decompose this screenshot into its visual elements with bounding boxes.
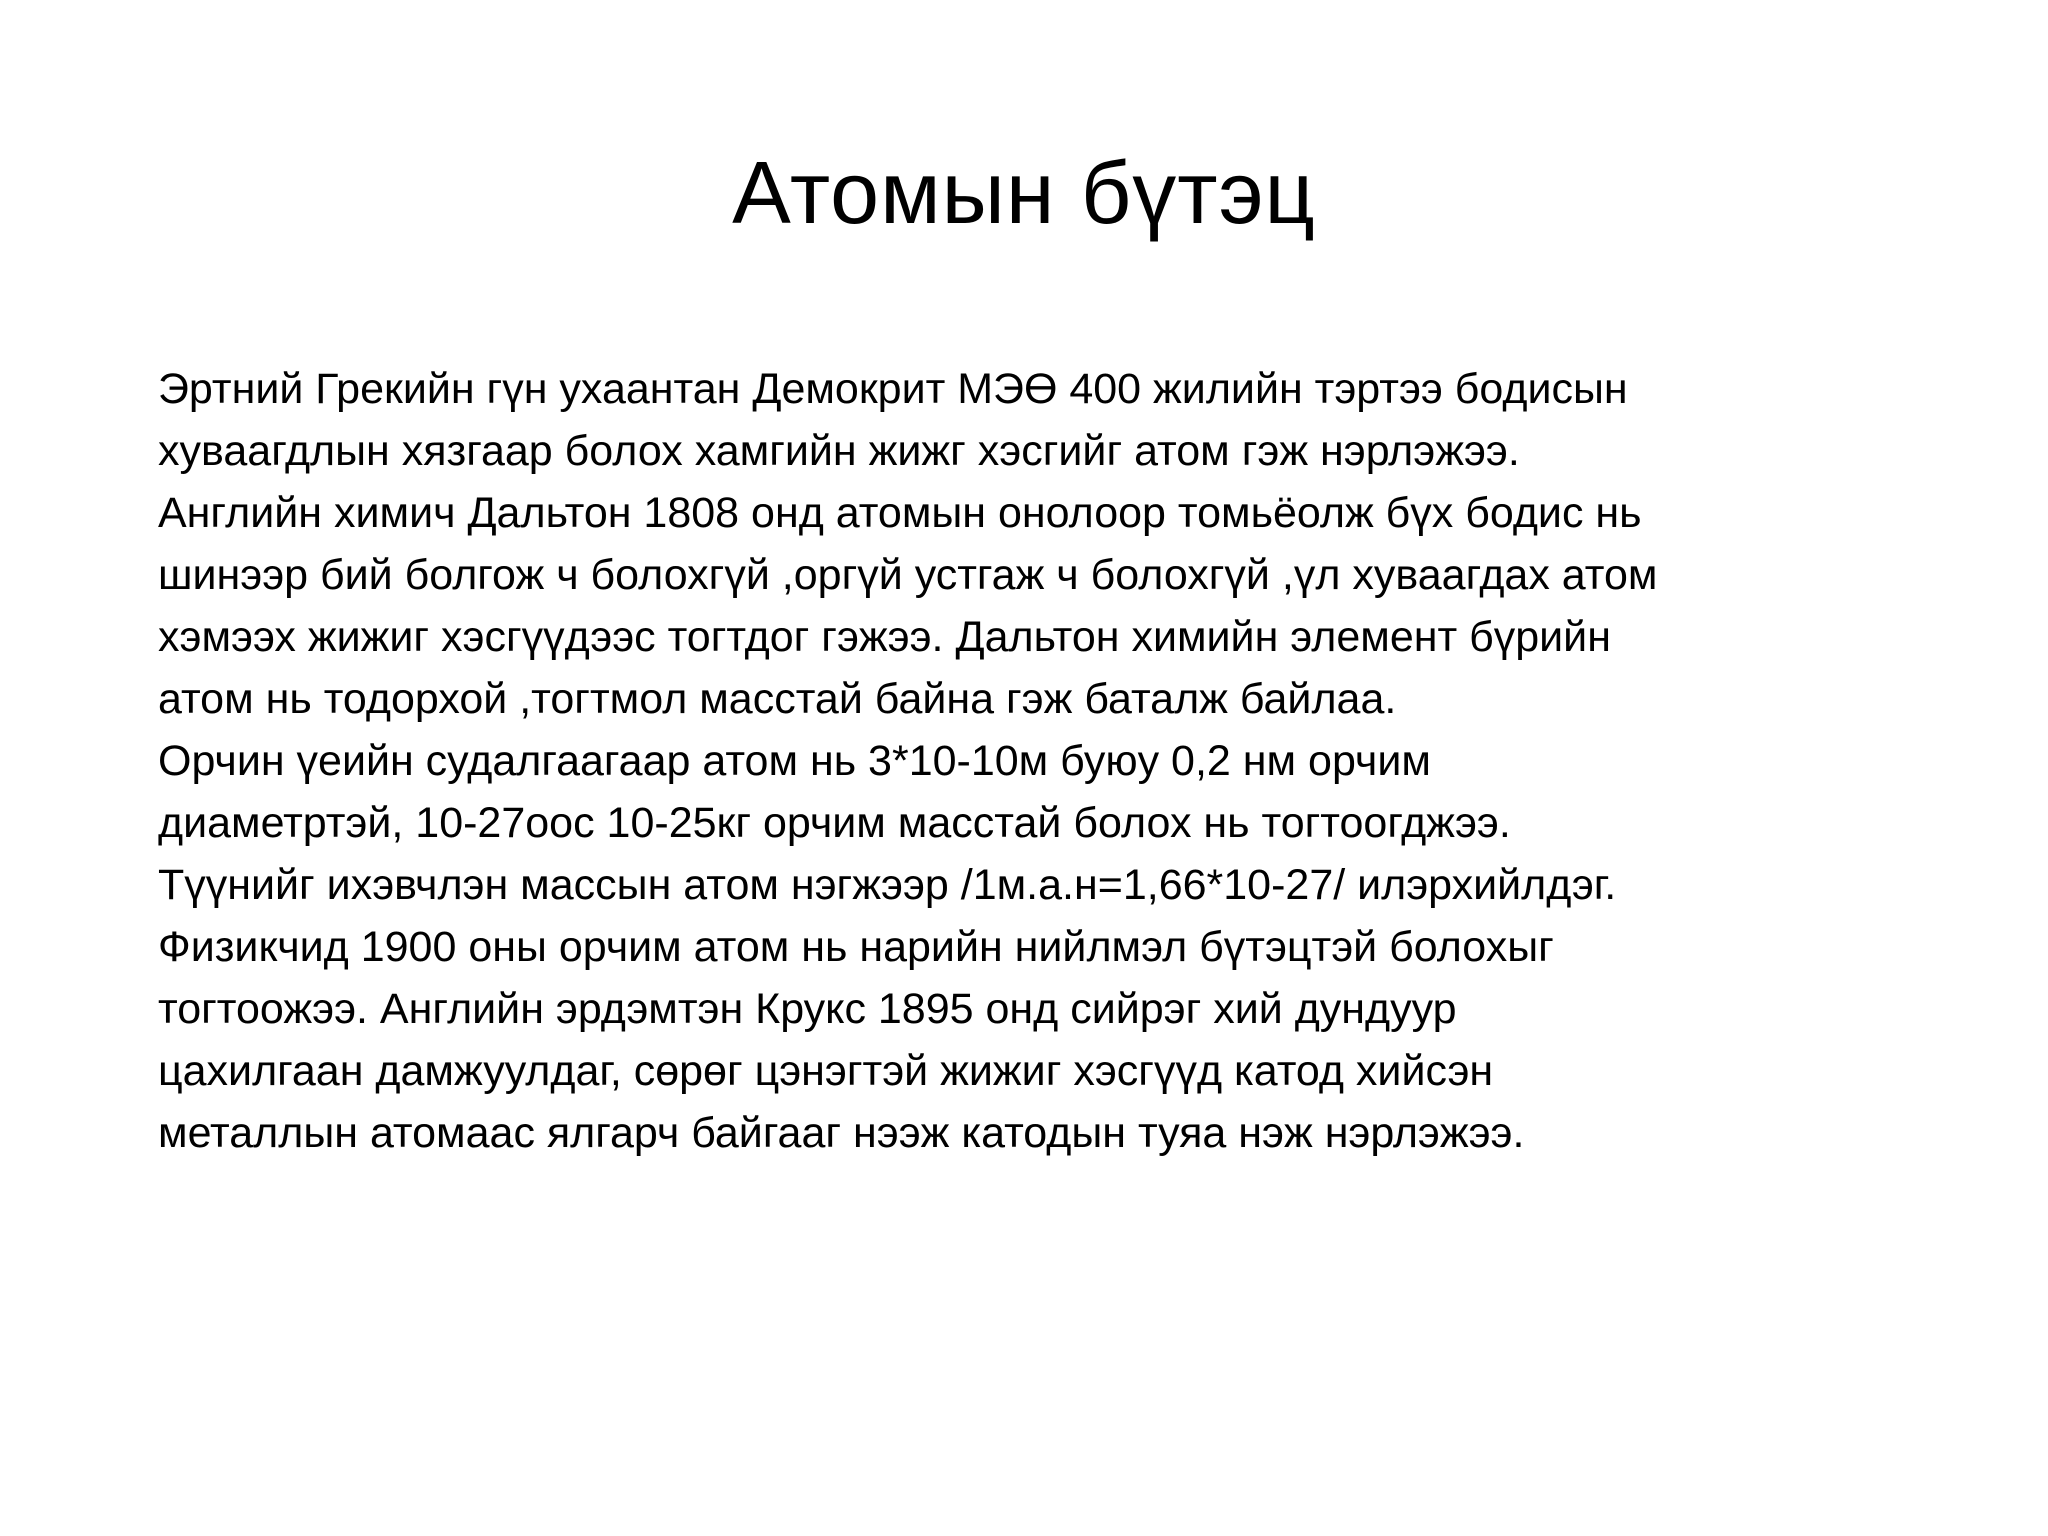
- body-line: Эртний Грекийн гүн ухаантан Демокрит МЭӨ 400 жилийн тэртээ бодисын: [158, 365, 1628, 413]
- body-line: Орчин үеийн судалгаагаар атом нь 3*10-10м буюу 0,2 нм орчим: [158, 737, 1431, 785]
- body-line: атом нь тодорхой ,тогтмол масстай байна гэж баталж байлаа.: [158, 675, 1397, 723]
- body-line: Физикчид 1900 оны орчим атом нь нарийн нийлмэл бүтэцтэй болохыг: [158, 923, 1554, 971]
- body-line: диаметртэй, 10-27оос 10-25кг орчим масстай болох нь тогтоогджээ.: [158, 799, 1511, 847]
- body-line: хуваагдлын хязгаар болох хамгийн жижг хэсгийг атом гэж нэрлэжээ.: [158, 427, 1520, 475]
- slide-title: Атомын бүтэц: [732, 143, 1316, 242]
- body-line: металлын атомаас ялгарч байгааг нээж катодын туяа нэж нэрлэжээ.: [158, 1109, 1525, 1157]
- slide-body: [158, 358, 2008, 1164]
- body-line: шинээр бий болгож ч болохгүй ,оргүй устгаж ч болохгүй ,үл хуваагдах атом: [158, 551, 1658, 599]
- body-line: тогтоожээ. Английн эрдэмтэн Крукс 1895 онд сийрэг хий дундуур: [158, 985, 1457, 1033]
- body-line: хэмээх жижиг хэсгүүдээс тогтдог гэжээ. Дальтон химийн элемент бүрийн: [158, 613, 1611, 661]
- body-line: цахилгаан дамжуулдаг, сөрөг цэнэгтэй жижиг хэсгүүд катод хийсэн: [158, 1047, 1494, 1095]
- body-line: Түүнийг ихэвчлэн массын атом нэгжээр /1м.а.н=1,66*10-27/ илэрхийлдэг.: [158, 861, 1617, 909]
- body-line: Английн химич Дальтон 1808 онд атомын онолоор томьёолж бүх бодис нь: [158, 489, 1642, 537]
